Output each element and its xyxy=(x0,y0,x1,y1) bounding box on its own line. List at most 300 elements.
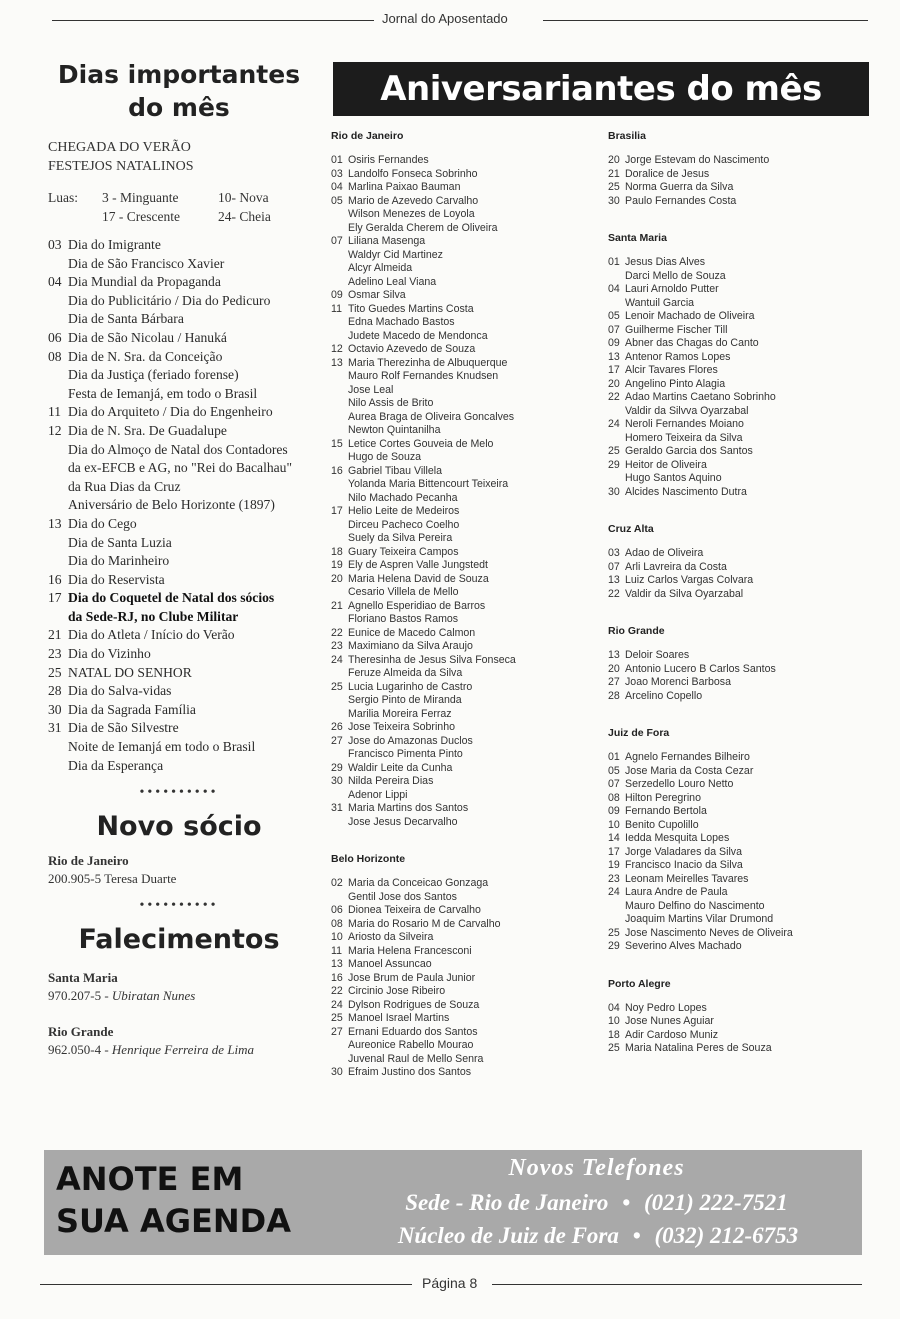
birthday-day: 22 xyxy=(331,626,343,639)
birthday-day: 10 xyxy=(331,931,343,943)
birthday-entry xyxy=(608,819,870,833)
birthday-entry xyxy=(331,667,591,681)
novo-socio-entry: 200.905-5 Teresa Duarte xyxy=(48,871,177,887)
birthday-entry xyxy=(331,343,591,357)
day-row xyxy=(48,664,310,683)
birthday-entry xyxy=(331,1053,591,1067)
birthday-day: 27 xyxy=(331,1025,343,1038)
city-group xyxy=(608,978,870,1056)
birthday-day: 25 xyxy=(608,926,620,939)
birthday-entry xyxy=(331,249,591,263)
moon-phase: 3 - Minguante xyxy=(102,190,179,205)
city-heading: Juiz de Fora xyxy=(608,727,670,739)
birthday-entry xyxy=(331,235,591,249)
falecimentos-title: Falecimentos xyxy=(78,924,280,956)
birthday-day: 13 xyxy=(608,574,620,586)
birthday-name: Ely Geralda Cherem de Oliveira xyxy=(348,221,498,234)
birthday-name: Mario de Azevedo Carvalho xyxy=(348,194,479,207)
birthday-name: Jesus Dias Alves xyxy=(625,256,706,268)
birthday-name: Hugo Santos Aquino xyxy=(625,472,722,484)
birthday-entry xyxy=(608,459,870,473)
birthday-day: 07 xyxy=(608,778,620,790)
day-event: Dia do Imigrante xyxy=(68,237,161,252)
birthday-day: 14 xyxy=(608,832,620,844)
luas-label: Luas: xyxy=(48,190,78,205)
birthday-day: 05 xyxy=(331,194,343,207)
falecimento-city: Rio Grande xyxy=(48,1024,114,1040)
birthday-entry xyxy=(608,1029,870,1043)
birthday-day: 25 xyxy=(608,1042,620,1054)
birthday-day: 25 xyxy=(331,1012,343,1024)
birthday-name: Adenor Lippi xyxy=(348,788,408,801)
day-event: Festa de Iemanjá, em todo o Brasil xyxy=(68,385,258,401)
birthday-name: Angelino Pinto Alagia xyxy=(625,377,726,390)
birthday-entry xyxy=(331,424,591,438)
birthday-day: 11 xyxy=(331,302,342,315)
novo-socio-block xyxy=(48,852,310,888)
birthday-name: Waldir Leite da Cunha xyxy=(348,761,453,774)
birthday-name: Aureonice Rabello Mourao xyxy=(348,1039,474,1051)
moon-phases xyxy=(48,188,310,226)
birthday-name: Maximiano da Silva Araujo xyxy=(348,640,473,652)
birthday-name: Lauri Arnoldo Putter xyxy=(625,283,719,295)
header-rule-right xyxy=(543,20,868,21)
birthday-entry xyxy=(331,694,591,708)
day-number: 11 xyxy=(48,404,62,420)
birthday-day: 04 xyxy=(608,1001,620,1014)
birthday-day: 18 xyxy=(608,1028,620,1041)
nucleo-label: Núcleo de Juiz de Fora xyxy=(397,1223,619,1248)
day-event: Dia do Atleta / Início do Verão xyxy=(68,627,235,643)
birthday-name: Gentil Jose dos Santos xyxy=(348,890,457,903)
birthday-name: Floriano Bastos Ramos xyxy=(348,613,459,625)
moon-phase: 24- Cheia xyxy=(218,209,271,224)
birthday-name: Guilherme Fischer Till xyxy=(625,323,728,336)
birthday-entry xyxy=(608,364,870,378)
birthday-name: Juvenal Raul de Mello Senra xyxy=(348,1052,484,1065)
day-event: Dia do Arquiteto / Dia do Engenheiro xyxy=(68,404,273,420)
birthdays-banner: Aniversariantes do mês xyxy=(333,62,869,116)
day-number: 17 xyxy=(48,590,62,606)
birthday-entry xyxy=(331,958,591,972)
birthday-entry xyxy=(608,432,870,446)
birthday-name: Dirceu Pacheco Coelho xyxy=(348,518,460,531)
birthday-entry xyxy=(331,303,591,317)
birthday-name: Antonio Lucero B Carlos Santos xyxy=(625,662,776,675)
birthday-name: Adir Cardoso Muniz xyxy=(625,1028,719,1041)
birthday-entry xyxy=(331,586,591,600)
birthday-day: 16 xyxy=(331,464,343,477)
birthday-day: 18 xyxy=(331,545,343,558)
birthday-name: Joao Morenci Barbosa xyxy=(625,676,731,688)
birthday-entry xyxy=(331,1012,591,1026)
birthday-name: Agnelo Fernandes Bilheiro xyxy=(625,751,750,763)
birthday-day: 22 xyxy=(608,587,620,600)
day-items xyxy=(68,571,165,590)
dias-title-line1: Dias importantes xyxy=(57,60,301,89)
birthday-entry xyxy=(608,181,870,195)
birthday-entry xyxy=(608,574,870,588)
birthday-day: 01 xyxy=(608,751,620,763)
day-row xyxy=(48,571,310,590)
birthday-day: 25 xyxy=(331,680,343,693)
day-items xyxy=(68,273,270,329)
novos-telefones-title: Novos Telefones xyxy=(508,1155,685,1181)
birthday-day: 20 xyxy=(608,662,620,675)
birthday-day: 21 xyxy=(331,599,343,612)
birthday-name: Paulo Fernandes Costa xyxy=(625,194,737,207)
birthday-day: 22 xyxy=(608,391,620,403)
birthday-day: 27 xyxy=(331,734,343,747)
birthday-name: Laura Andre de Paula xyxy=(625,886,728,898)
birthday-entry xyxy=(608,792,870,806)
birthday-day: 23 xyxy=(608,872,620,885)
birthday-day: 19 xyxy=(331,559,343,571)
birthday-entry xyxy=(608,900,870,914)
birthday-name: Valdir da Silva Oyarzabal xyxy=(625,587,744,600)
birthday-entry xyxy=(331,289,591,303)
day-event: Dia do Vizinho xyxy=(68,646,151,662)
birthday-name: Lucia Lugarinho de Castro xyxy=(348,680,473,693)
birthday-entry xyxy=(608,805,870,819)
birthday-day: 10 xyxy=(608,1015,620,1027)
birthday-entry xyxy=(331,505,591,519)
separator-dots: •••••••••• xyxy=(139,785,219,801)
birthdays-column-2 xyxy=(608,130,870,1080)
day-row xyxy=(48,273,310,329)
birthday-entry xyxy=(331,316,591,330)
birthday-entry xyxy=(331,816,591,830)
footer-rule-left xyxy=(40,1284,412,1285)
birthday-name: Liliana Masenga xyxy=(348,235,426,247)
birthday-entry xyxy=(608,378,870,392)
day-event: da Sede-RJ, no Clube Militar xyxy=(68,608,239,624)
birthday-day: 27 xyxy=(608,676,620,688)
birthday-name: Ernani Eduardo dos Santos xyxy=(348,1025,478,1038)
city-heading: Cruz Alta xyxy=(608,523,654,535)
birthday-day: 24 xyxy=(331,998,343,1011)
birthday-name: Luiz Carlos Vargas Colvara xyxy=(625,574,754,586)
city-heading: Rio Grande xyxy=(608,625,665,637)
day-items xyxy=(68,701,196,720)
birthday-name: Nilda Pereira Dias xyxy=(348,775,434,787)
birthday-name: Maria da Conceicao Gonzaga xyxy=(348,877,489,889)
birthday-name: Theresinha de Jesus Silva Fonseca xyxy=(348,653,516,666)
birthday-day: 25 xyxy=(608,181,620,193)
birthday-name: Tito Guedes Martins Costa xyxy=(348,302,474,315)
day-number: 04 xyxy=(48,274,62,290)
journal-title: Jornal do Aposentado xyxy=(382,11,508,26)
birthday-name: Feruze Almeida da Silva xyxy=(348,667,463,679)
birthday-entry xyxy=(608,649,870,663)
birthday-entry xyxy=(331,357,591,371)
birthday-day: 16 xyxy=(331,971,343,984)
birthday-entry xyxy=(331,972,591,986)
birthday-day: 26 xyxy=(331,721,343,733)
nucleo-phone: (032) 212-6753 xyxy=(654,1223,799,1248)
birthday-day: 09 xyxy=(608,337,620,349)
birthday-day: 28 xyxy=(608,689,620,702)
day-row xyxy=(48,348,310,404)
birthday-day: 30 xyxy=(331,775,343,787)
falecimento-name: Henrique Ferreira de Lima xyxy=(111,1042,255,1058)
falecimento-number: 970.207-5 - xyxy=(48,988,112,1004)
birthday-name: Jose Teixeira Sobrinho xyxy=(348,721,455,733)
birthday-day: 31 xyxy=(331,802,343,814)
birthday-entry xyxy=(331,1026,591,1040)
anote-heading xyxy=(56,1158,291,1242)
birthday-entry xyxy=(331,370,591,384)
birthday-name: Hugo de Souza xyxy=(348,451,422,463)
birthday-name: Jose Nunes Aguiar xyxy=(625,1015,714,1027)
birthday-name: Ariosto da Silveira xyxy=(348,931,434,943)
birthday-entry xyxy=(608,310,870,324)
birthday-day: 06 xyxy=(331,904,343,916)
birthday-name: Manoel Assuncao xyxy=(348,958,432,970)
birthday-day: 29 xyxy=(331,761,343,774)
day-number: 12 xyxy=(48,422,62,438)
birthday-name: Efraim Justino dos Santos xyxy=(348,1066,472,1078)
birthday-name: Maria Natalina Peres de Souza xyxy=(625,1042,772,1054)
birthday-entry xyxy=(608,154,870,168)
birthday-entry xyxy=(331,789,591,803)
falecimento-item xyxy=(48,969,310,1005)
separator-dots: •••••••••• xyxy=(139,898,219,914)
birthday-name: Severino Alves Machado xyxy=(625,940,742,952)
birthday-name: Jose Brum de Paula Junior xyxy=(348,971,476,984)
birthday-name: Helio Leite de Medeiros xyxy=(348,505,460,517)
birthday-name: Geraldo Garcia dos Santos xyxy=(625,445,753,457)
day-number: 30 xyxy=(48,701,62,717)
birthday-name: Francisco Inacio da Silva xyxy=(625,859,743,871)
day-items xyxy=(68,236,224,273)
page-number: Página 8 xyxy=(422,1275,478,1291)
birthday-name: Iedda Mesquita Lopes xyxy=(625,832,730,844)
day-row xyxy=(48,329,310,348)
city-group xyxy=(331,853,591,1080)
birthday-entry xyxy=(608,663,870,677)
birthday-name: Marilia Moreira Ferraz xyxy=(348,707,452,720)
birthday-day: 13 xyxy=(608,649,620,661)
birthday-entry xyxy=(608,324,870,338)
day-event: NATAL DO SENHOR xyxy=(68,664,192,680)
birthday-day: 08 xyxy=(608,791,620,804)
novo-socio-city: Rio de Janeiro xyxy=(48,853,129,869)
birthday-entry xyxy=(608,778,870,792)
day-number: 23 xyxy=(48,646,62,662)
birthday-day: 22 xyxy=(331,985,343,997)
day-event: da Rua Dias da Cruz xyxy=(68,478,181,494)
day-event: Dia da Esperança xyxy=(68,757,164,773)
birthday-entry xyxy=(608,337,870,351)
day-items xyxy=(68,422,292,515)
birthday-day: 07 xyxy=(608,323,620,336)
birthday-entry xyxy=(331,384,591,398)
day-event: Dia do Marinheiro xyxy=(68,553,170,569)
day-number: 16 xyxy=(48,571,62,587)
birthday-entry xyxy=(331,600,591,614)
birthday-day: 12 xyxy=(331,343,343,355)
birthday-entry xyxy=(608,913,870,927)
birthday-entry xyxy=(608,832,870,846)
day-items xyxy=(68,664,192,683)
day-items xyxy=(68,719,255,775)
birthday-day: 30 xyxy=(608,194,620,207)
birthday-name: Nilo Machado Pecanha xyxy=(348,491,458,504)
birthday-entry xyxy=(331,654,591,668)
day-event: Dia de Santa Luzia xyxy=(68,534,172,550)
birthday-name: Heitor de Oliveira xyxy=(625,458,707,471)
birthday-entry xyxy=(608,859,870,873)
birthday-name: Ely de Aspren Valle Jungstedt xyxy=(348,559,488,571)
birthday-entry xyxy=(331,532,591,546)
city-group xyxy=(608,232,870,499)
birthday-name: Valdir da Silvva Oyarzabal xyxy=(625,404,749,417)
birthday-entry xyxy=(331,451,591,465)
birthday-day: 05 xyxy=(608,764,620,777)
birthday-name: Leonam Meirelles Tavares xyxy=(625,872,749,885)
birthday-day: 04 xyxy=(608,283,620,295)
birthday-day: 08 xyxy=(331,917,343,930)
city-group xyxy=(608,130,870,208)
birthday-name: Jorge Valadares da Silva xyxy=(625,845,742,858)
birthday-name: Abner das Chagas do Canto xyxy=(625,337,759,349)
birthday-day: 30 xyxy=(608,485,620,498)
birthday-name: Hilton Peregrino xyxy=(625,791,701,804)
birthday-day: 13 xyxy=(331,356,343,369)
birthday-entry xyxy=(608,940,870,954)
birthday-name: Osmar Silva xyxy=(348,289,406,301)
birthday-name: Circinio Jose Ribeiro xyxy=(348,985,446,997)
anote-line1: ANOTE EM xyxy=(56,1160,244,1198)
birthday-name: Mauro Rolf Fernandes Knudsen xyxy=(348,370,499,382)
birthday-day: 15 xyxy=(331,437,343,450)
birthday-entry xyxy=(608,445,870,459)
birthday-entry xyxy=(331,627,591,641)
falecimento-city: Santa Maria xyxy=(48,970,118,986)
day-row xyxy=(48,422,310,515)
birthday-name: Wilson Menezes de Loyola xyxy=(348,208,475,220)
birthday-entry xyxy=(608,168,870,182)
birthday-name: Joaquim Martins Vilar Drumond xyxy=(625,913,774,925)
birthday-entry xyxy=(331,775,591,789)
day-items xyxy=(68,329,227,348)
birthday-day: 21 xyxy=(608,167,620,180)
birthday-name: Gabriel Tibau Villela xyxy=(348,464,443,477)
day-row xyxy=(48,515,310,571)
day-event: Dia de São Silvestre xyxy=(68,720,179,736)
day-number: 03 xyxy=(48,237,62,252)
birthday-name: Jose do Amazonas Duclos xyxy=(348,734,473,747)
birthday-day: 09 xyxy=(331,289,343,301)
birthday-name: Nilo Assis de Brito xyxy=(348,397,434,409)
day-event: Dia do Almoço de Natal dos Contadores xyxy=(68,441,288,457)
day-event: Dia de N. Sra. da Conceição xyxy=(68,348,223,364)
day-event: Dia de São Nicolau / Hanuká xyxy=(68,329,227,345)
day-event: Dia de São Francisco Xavier xyxy=(68,255,225,271)
birthday-name: Landolfo Fonseca Sobrinho xyxy=(348,167,478,180)
birthday-name: Adelino Leal Viana xyxy=(348,275,437,288)
day-number: 06 xyxy=(48,329,62,345)
birthday-name: Homero Teixeira da Silva xyxy=(625,431,743,444)
birthday-day: 23 xyxy=(331,640,343,652)
day-event: Dia de N. Sra. De Guadalupe xyxy=(68,422,227,438)
birthday-day: 19 xyxy=(608,859,620,871)
birthday-name: Marlina Paixao Bauman xyxy=(348,181,461,193)
day-event: Dia da Sagrada Família xyxy=(68,701,196,717)
birthday-entry xyxy=(331,559,591,573)
birthday-name: Maria Therezinha de Albuquerque xyxy=(348,356,508,369)
birthday-day: 17 xyxy=(608,364,620,376)
falecimento-item xyxy=(48,1023,310,1059)
day-row xyxy=(48,626,310,645)
birthday-entry xyxy=(331,945,591,959)
day-items xyxy=(68,626,235,645)
birthday-name: Arcelino Copello xyxy=(625,689,703,702)
birthday-entry xyxy=(331,918,591,932)
day-event: Noite de Iemanjá em todo o Brasil xyxy=(68,739,256,755)
birthday-name: Maria do Rosario M de Carvalho xyxy=(348,917,501,930)
birthday-day: 30 xyxy=(331,1066,343,1078)
birthday-name: Waldyr Cid Martinez xyxy=(348,248,443,261)
birthday-entry xyxy=(331,546,591,560)
birthday-day: 09 xyxy=(608,805,620,817)
dias-title xyxy=(48,58,310,124)
birthday-entry xyxy=(331,465,591,479)
birthday-entry xyxy=(331,154,591,168)
birthday-name: Maria Helena David de Souza xyxy=(348,572,489,585)
birthday-day: 29 xyxy=(608,940,620,952)
birthday-name: Antenor Ramos Lopes xyxy=(625,350,731,363)
birthday-day: 24 xyxy=(331,653,343,666)
birthday-entry xyxy=(331,478,591,492)
day-event: Dia do Coquetel de Natal dos sócios xyxy=(68,590,275,606)
birthday-entry xyxy=(608,1002,870,1016)
day-row xyxy=(48,236,310,273)
bullet-separator: • xyxy=(632,1223,641,1248)
birthday-day: 20 xyxy=(331,572,343,585)
birthday-day: 10 xyxy=(608,818,620,831)
birthday-day: 24 xyxy=(608,418,620,430)
birthday-name: Lenoir Machado de Oliveira xyxy=(625,310,755,322)
birthday-entry xyxy=(608,195,870,209)
birthday-name: Sergio Pinto de Miranda xyxy=(348,694,462,706)
birthday-name: Darci Mello de Souza xyxy=(625,269,726,282)
birthday-name: Jorge Estevam do Nascimento xyxy=(625,154,770,166)
important-days-list xyxy=(48,236,310,775)
subtitle-christmas: FESTEJOS NATALINOS xyxy=(48,159,194,174)
birthday-entry xyxy=(608,561,870,575)
birthday-entry xyxy=(331,181,591,195)
birthday-entry xyxy=(608,351,870,365)
birthday-entry xyxy=(608,927,870,941)
birthday-name: Guary Teixeira Campos xyxy=(348,545,459,558)
day-event: Dia de Santa Bárbara xyxy=(68,311,184,327)
city-group xyxy=(608,727,870,954)
day-event: da ex-EFCB e AG, no "Rei do Bacalhau" xyxy=(68,460,293,476)
city-group xyxy=(608,625,870,703)
birthday-entry xyxy=(331,492,591,506)
birthday-entry xyxy=(608,676,870,690)
city-heading: Rio de Janeiro xyxy=(331,130,404,142)
falecimentos-list xyxy=(48,969,310,1059)
birthday-day: 03 xyxy=(331,167,343,180)
birthday-day: 20 xyxy=(608,377,620,390)
birthday-name: Benito Cupolillo xyxy=(625,818,699,831)
day-event: Dia do Cego xyxy=(68,515,137,531)
day-number: 28 xyxy=(48,683,62,699)
birthday-name: Serzedello Louro Netto xyxy=(625,778,734,790)
